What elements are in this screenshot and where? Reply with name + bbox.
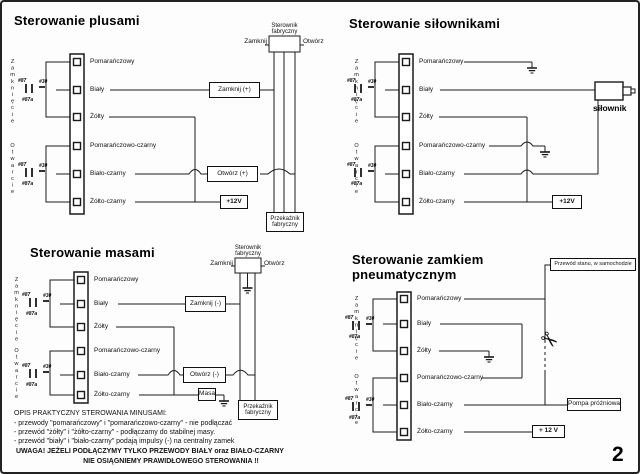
actuator-label: siłownik bbox=[593, 103, 627, 113]
wire-label-zolto-czarny: Żółto-czarny bbox=[419, 198, 455, 205]
factory-controller-box bbox=[235, 258, 261, 273]
ground-box: Masa bbox=[198, 388, 216, 401]
section-title-plusami: Sterowanie plusami bbox=[14, 13, 140, 28]
close-pulse-box: Zamknij (-) bbox=[185, 296, 226, 312]
controller-close-label: Zamknij bbox=[244, 38, 267, 45]
wire-label-bialo-czarny: Biało-czarny bbox=[419, 170, 455, 177]
wire-label-bialy: Biały bbox=[90, 86, 105, 93]
wire-bialo-czarny bbox=[138, 371, 183, 376]
section-title-masami: Sterowanie masami bbox=[30, 245, 155, 260]
close-side-label: Zamknięcie bbox=[353, 296, 360, 362]
notes-line-3: - przewód "biały" i "biało-czarny" podają impulsy (-) na centralny zamek bbox=[14, 438, 235, 445]
open-side-label: Otwarcie bbox=[353, 374, 360, 427]
wire-label-zolto-czarny: Żółto-czarny bbox=[94, 391, 130, 398]
wire-label-zolto-czarny: Żółto-czarny bbox=[417, 428, 453, 435]
close-side-label: Zamknięcie bbox=[13, 277, 20, 343]
factory-relay-box: Przekaźnik fabryczny bbox=[266, 212, 304, 232]
wire-label-bialo-czarny: Biało-czarny bbox=[94, 371, 130, 378]
section-title-silowniki: Sterowanie siłownikami bbox=[349, 16, 501, 31]
connector-strip bbox=[397, 292, 411, 440]
power-12v-box: + 12 V bbox=[532, 425, 565, 438]
open-group-bracket bbox=[50, 351, 74, 395]
connector-strip bbox=[70, 54, 84, 214]
controller-close-label: Zamknij bbox=[210, 260, 233, 267]
wire-label-zolto-czarny: Żółto-czarny bbox=[90, 198, 126, 205]
wire-label-pomaranczowo-czarny: Pomarańczowo-czarny bbox=[417, 374, 484, 381]
wire-label-bialy: Biały bbox=[419, 86, 434, 93]
wire-label-pomaranczowo-czarny: Pomarańczowo-czarny bbox=[90, 142, 157, 149]
wire-label-pomaranczowo-czarny: Pomarańczowo-czarny bbox=[94, 347, 161, 354]
pneumatyczny-diagram bbox=[345, 265, 567, 440]
wire-label-pomaranczowo-czarny: Pomarańczowo-czarny bbox=[419, 142, 486, 149]
wire-label-bialo-czarny: Biało-czarny bbox=[90, 170, 126, 177]
notes-warning-2: NIE OSIĄGNIEMY PRAWIDŁOWEGO STEROWANIA !! bbox=[83, 458, 259, 465]
notes-heading: OPIS PRAKTYCZNY STEROWANIA MINUSAMI: bbox=[14, 410, 167, 417]
controller-relay-lines bbox=[240, 273, 255, 400]
close-side-label: Zamknięcie bbox=[9, 59, 16, 125]
open-side-label: Otwarcie bbox=[9, 143, 16, 196]
wire-bialo-czarny bbox=[135, 170, 207, 175]
wire-label-zolty: Żółty bbox=[90, 113, 105, 120]
open-pulse-box: Otwórz (-) bbox=[183, 367, 226, 383]
close-side-label: Zamknięcie bbox=[353, 59, 360, 125]
wire-label-bialo-czarny: Biało-czarny bbox=[417, 401, 453, 408]
wire-label-pomaranczowy: Pomarańczowy bbox=[417, 295, 462, 302]
controller-open-label: Otwórz bbox=[303, 38, 324, 45]
factory-relay-box: Przekaźnik fabryczny bbox=[238, 400, 278, 420]
open-side-label: Otwarcie bbox=[353, 143, 360, 196]
silowniki-diagram bbox=[347, 54, 635, 214]
close-group-bracket bbox=[373, 299, 397, 351]
wire-zolty bbox=[116, 327, 174, 395]
wire-label-pomaranczowy: Pomarańczowy bbox=[419, 58, 464, 65]
wire-label-zolty: Żółty bbox=[417, 347, 432, 354]
masami-diagram bbox=[22, 258, 265, 406]
actuator-shape bbox=[595, 82, 635, 100]
wire-open-to-controller bbox=[260, 169, 295, 174]
controller-relay-lines bbox=[274, 52, 295, 212]
diagram-canvas: #87 #87a #30 bbox=[2, 2, 640, 474]
notes-line-1: - przewody "pomarańczowy" i "pomarańczowo-czarny" - nie podłączać bbox=[14, 420, 233, 427]
wire-pomaranczowo-czarny bbox=[489, 142, 545, 146]
page-number: 2 bbox=[612, 443, 624, 466]
vacuum-pump-box: Pompa próżniowa bbox=[567, 398, 621, 411]
connector-strip bbox=[399, 54, 413, 214]
wire-label-zolty: Żółty bbox=[94, 323, 109, 330]
power-12v-box: +12V bbox=[220, 195, 248, 209]
wire-label-bialy: Biały bbox=[94, 300, 109, 307]
connector-strip bbox=[74, 272, 88, 403]
plusami-diagram bbox=[18, 36, 304, 214]
close-pulse-box: Zamknij (+) bbox=[209, 82, 260, 98]
wire-zolty bbox=[109, 117, 195, 202]
wire-bialo-czarny bbox=[464, 100, 598, 174]
wire-label-zolty: Żółty bbox=[419, 113, 434, 120]
controller-open-label: Otwórz bbox=[264, 260, 285, 267]
open-pulse-box: Otwórz (+) bbox=[207, 166, 258, 182]
section-title-pneumatyczny-1: Sterowanie zamkiem bbox=[352, 252, 484, 267]
open-side-label: Otwarcie bbox=[13, 348, 20, 401]
factory-controller-box bbox=[269, 36, 300, 52]
factory-controller-label: Sterownik fabryczny bbox=[234, 245, 262, 258]
wire-label-bialy: Biały bbox=[417, 320, 432, 327]
section-title-pneumatyczny-2: pneumatycznym bbox=[352, 267, 457, 282]
notes-warning-1: UWAGA! JEŻELI PODŁĄCZYMY TYLKO PRZEWODY BIAŁY oraz BIAŁO-CZARNY bbox=[16, 448, 284, 455]
factory-controller-label: Sterownik fabryczny bbox=[271, 23, 298, 36]
status-wire-box: Przewód stanu, w samochodzie bbox=[550, 258, 636, 271]
notes-line-2: - przewód "żółty" i "żółto-czarny" - podłączamy do stabilnej masy. bbox=[14, 429, 216, 436]
scissors-icon: ✂ bbox=[534, 326, 563, 355]
power-12v-box: +12V bbox=[552, 195, 582, 209]
wire-label-pomaranczowy: Pomarańczowy bbox=[90, 58, 135, 65]
wire-zolty bbox=[439, 117, 527, 202]
wire-label-pomaranczowy: Pomarańczowy bbox=[94, 276, 139, 283]
